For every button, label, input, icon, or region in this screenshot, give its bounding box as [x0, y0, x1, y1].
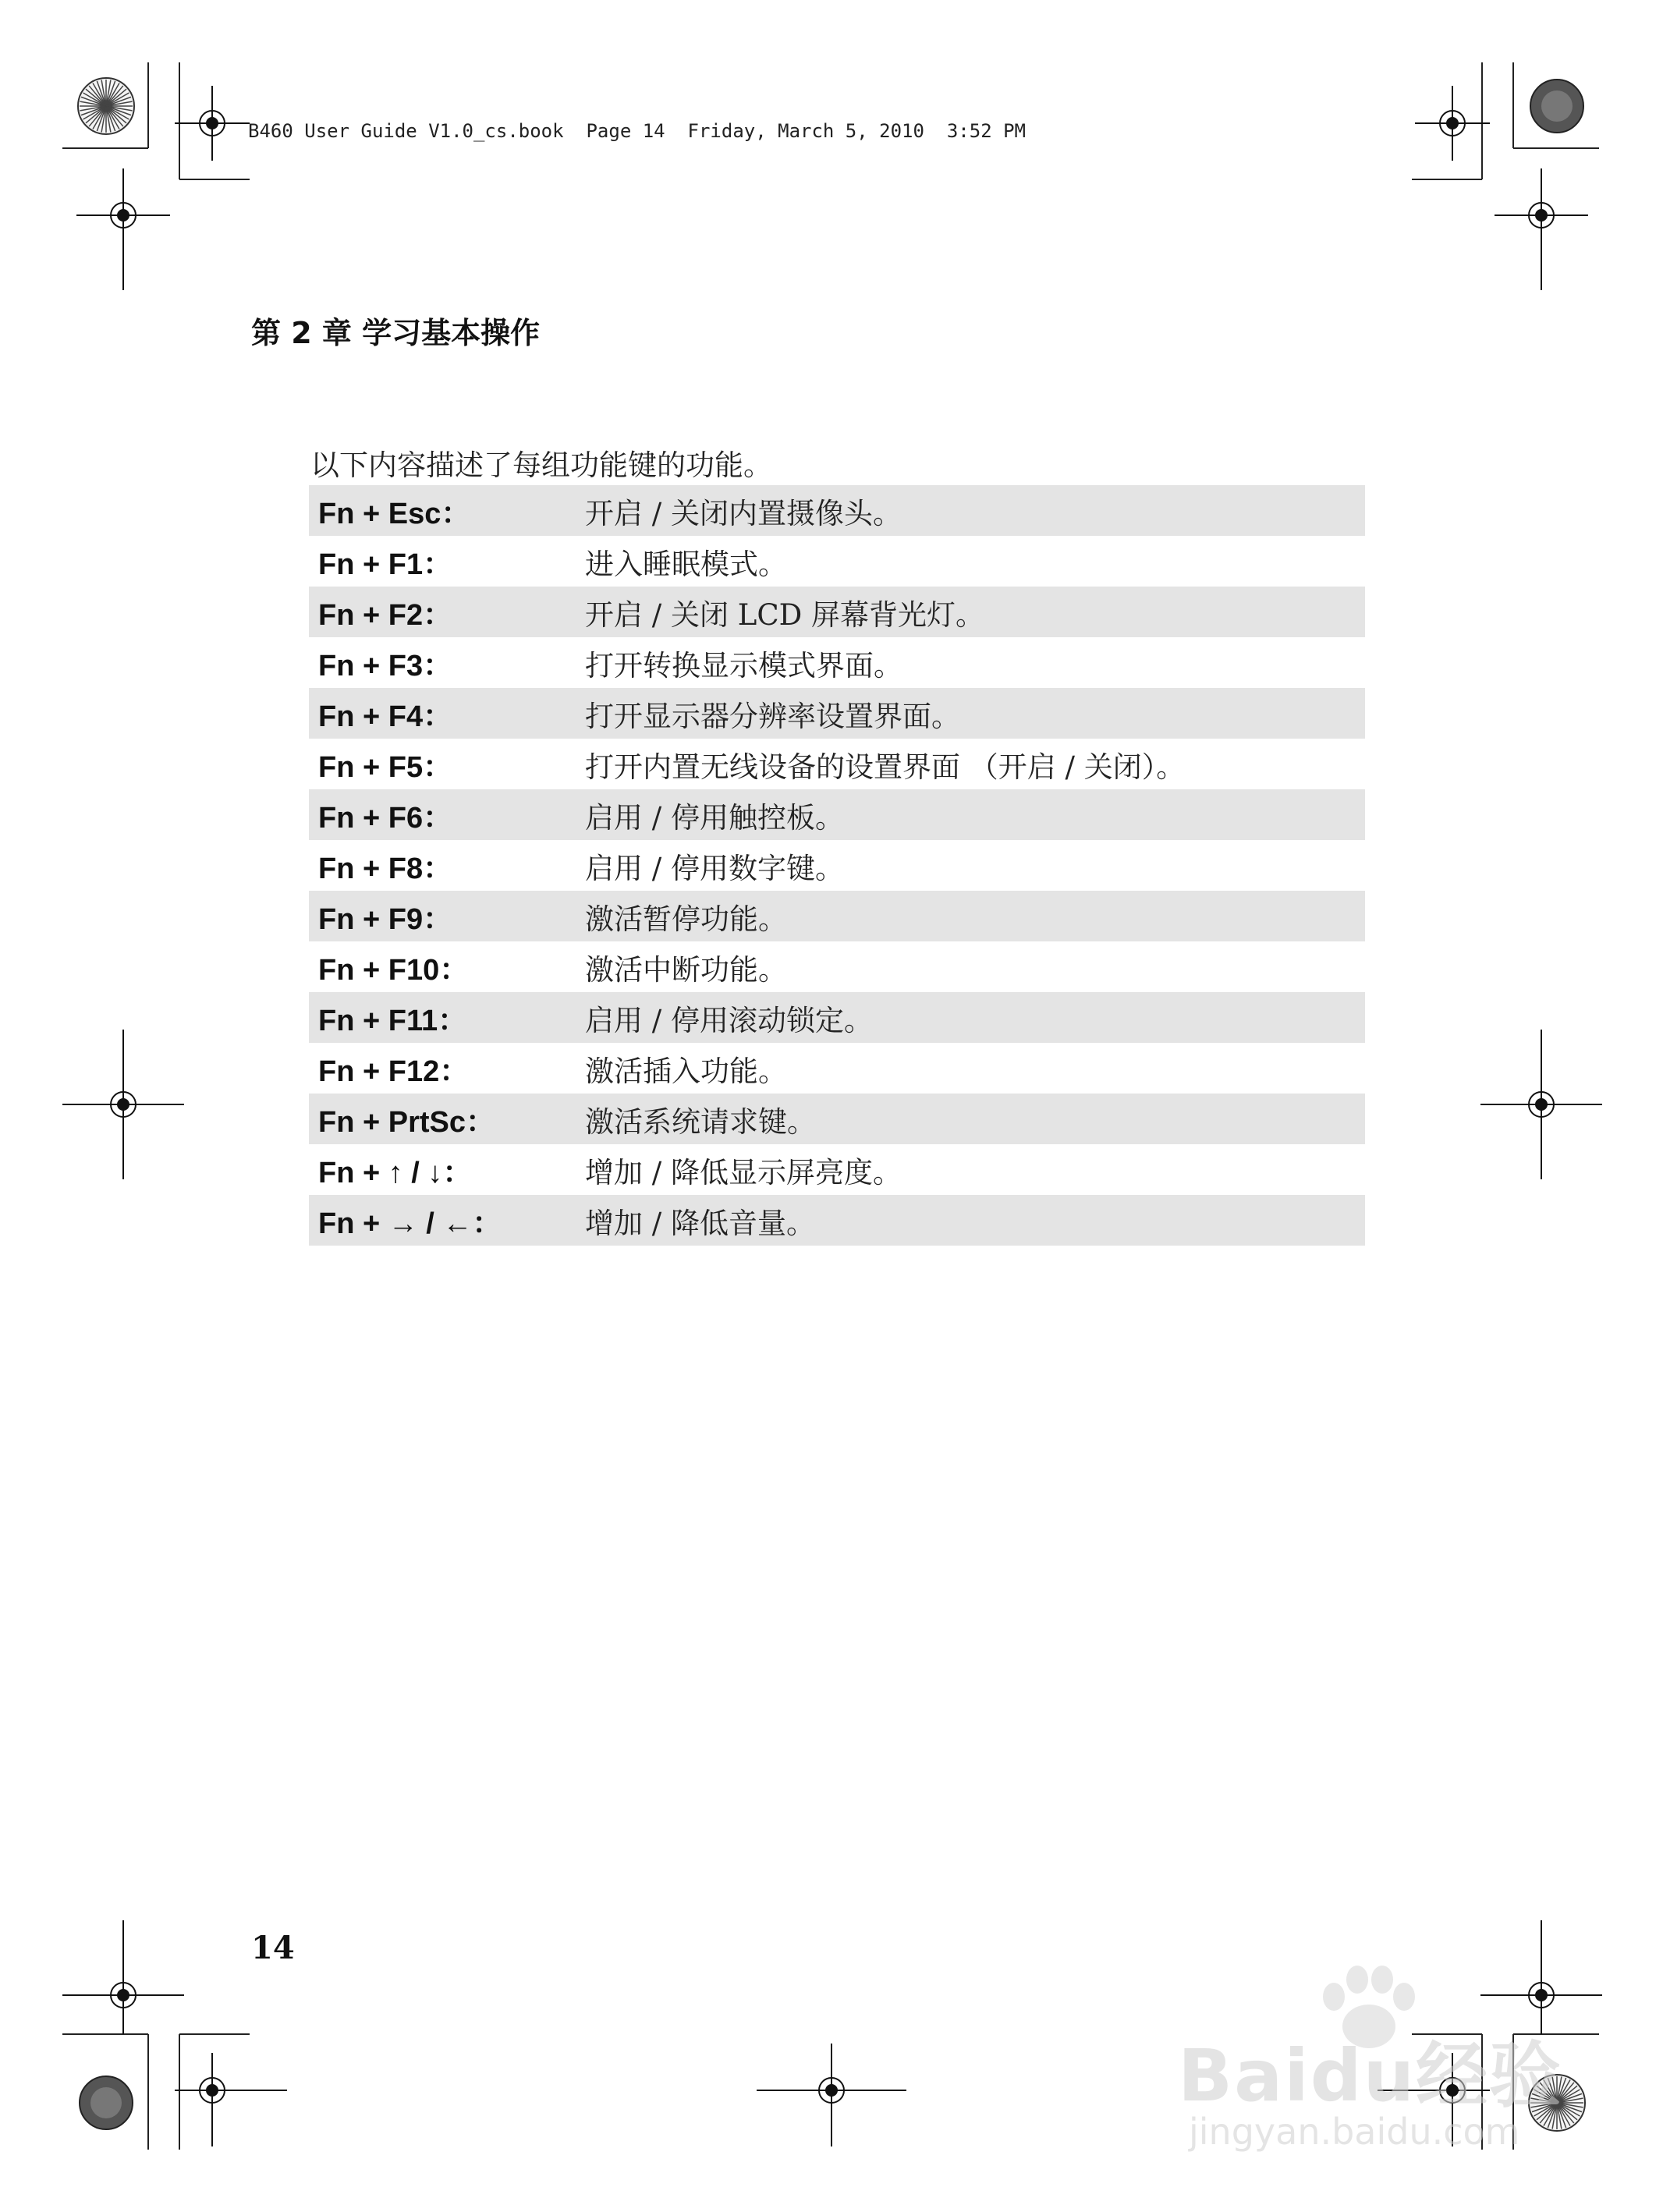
table-row	[309, 637, 1365, 688]
function-description: 进入睡眠模式。	[585, 547, 787, 581]
table-row	[309, 1144, 1365, 1195]
function-key-combo: Fn + → / ←：	[318, 1207, 502, 1240]
page-number: 14	[251, 1930, 295, 1966]
function-key-combo: Fn + F3：	[318, 650, 453, 682]
function-description: 启用 / 停用滚动锁定。	[585, 1003, 873, 1037]
function-description: 激活暂停功能。	[585, 902, 787, 936]
function-key-combo: Fn + F12：	[318, 1055, 470, 1088]
function-key-combo: Fn + ↑ / ↓：	[318, 1157, 473, 1189]
function-description: 启用 / 停用数字键。	[585, 851, 844, 885]
table-row	[309, 941, 1365, 992]
table-row	[309, 1094, 1365, 1144]
table-row	[309, 485, 1365, 536]
function-key-combo: Fn + F11：	[318, 1005, 468, 1037]
function-description: 打开显示器分辨率设置界面。	[585, 699, 960, 733]
function-description: 激活插入功能。	[585, 1054, 787, 1088]
table-row	[309, 1043, 1365, 1094]
function-description: 打开内置无线设备的设置界面 （开启 / 关闭）。	[585, 750, 1186, 784]
function-key-combo: Fn + F2：	[318, 599, 453, 632]
function-key-combo: Fn + F5：	[318, 751, 453, 784]
function-key-combo: Fn + PrtSc：	[318, 1106, 495, 1139]
function-description: 激活系统请求键。	[585, 1104, 816, 1139]
function-key-combo: Fn + F9：	[318, 903, 453, 936]
table-row	[309, 587, 1365, 637]
function-key-table	[309, 485, 1365, 1246]
table-row	[309, 688, 1365, 739]
baidu-watermark	[1178, 1966, 1568, 2168]
table-row	[309, 891, 1365, 941]
chapter-title: 第 2 章 学习基本操作	[251, 316, 541, 350]
function-description: 增加 / 降低音量。	[585, 1206, 815, 1240]
watermark-url: jingyan.baidu.com	[1189, 2111, 1520, 2153]
function-key-combo: Fn + F10：	[318, 954, 470, 987]
function-description: 开启 / 关闭内置摄像头。	[585, 496, 902, 530]
function-description: 打开转换显示模式界面。	[585, 648, 902, 682]
function-key-combo: Fn + F4：	[318, 700, 453, 733]
intro-text: 以下内容描述了每组功能键的功能。	[310, 448, 772, 482]
function-key-combo: Fn + F1：	[318, 548, 453, 581]
function-description: 激活中断功能。	[585, 952, 787, 987]
function-key-combo: Fn + F8：	[318, 853, 453, 885]
function-description: 启用 / 停用触控板。	[585, 800, 844, 835]
table-row	[309, 739, 1365, 789]
function-description: 增加 / 降低显示屏亮度。	[585, 1155, 902, 1189]
function-key-combo: Fn + F6：	[318, 802, 453, 835]
table-row	[309, 992, 1365, 1043]
function-key-combo: Fn + Esc：	[318, 498, 471, 530]
watermark-main: Baidu经验	[1178, 2034, 1563, 2118]
table-row	[309, 840, 1365, 891]
table-row	[309, 1195, 1365, 1246]
table-row	[309, 789, 1365, 840]
function-description: 开启 / 关闭 LCD 屏幕背光灯。	[585, 597, 985, 632]
table-row	[309, 536, 1365, 587]
print-slug: B460 User Guide V1.0_cs.book Page 14 Friday, March 5, 2010 3:52 PM	[248, 120, 1026, 142]
